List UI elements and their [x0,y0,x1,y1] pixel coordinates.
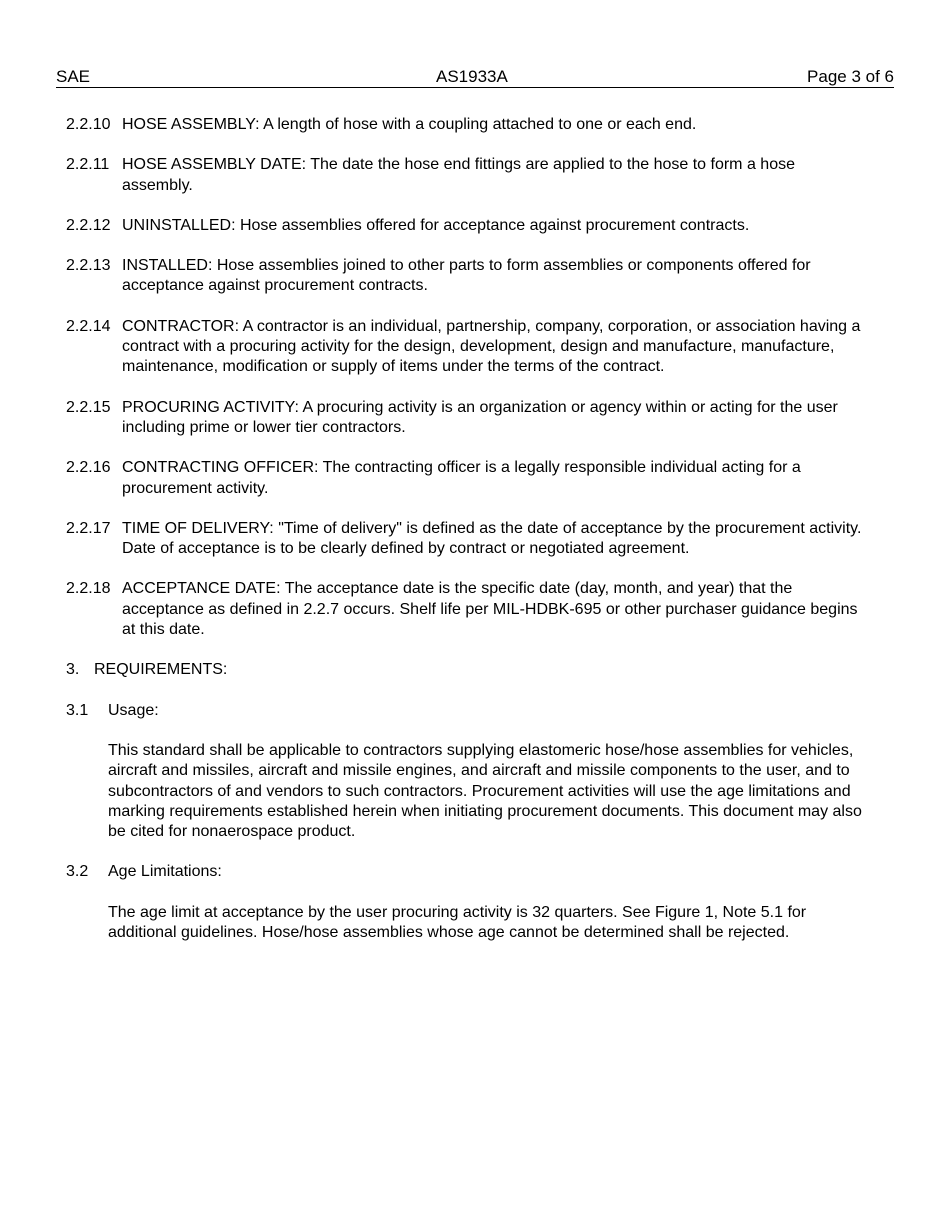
header-page-number: Page 3 of 6 [807,67,894,86]
clause-text: CONTRACTOR: A contractor is an individual, partnership, company, corporation, or association having a contract with a procuring activity for the design, development, design and manufacture, manufacture, maintenance, modification or supply of items under the terms of the contract. [122,317,861,376]
clause-text: HOSE ASSEMBLY: A length of hose with a coupling attached to one or each end. [122,116,697,133]
clause-number: 2.2.16 [66,459,111,477]
section-number: 3.1 [66,701,89,719]
header-doc-number: AS1933A [436,67,508,86]
definition-2-2-16 [66,458,866,499]
clause-number: 2.2.12 [66,216,111,234]
section-title: REQUIREMENTS: [94,661,228,679]
section-title: Age Limitations: [108,863,222,881]
section-3-heading [66,660,866,680]
section-number: 3. [66,661,80,679]
definition-2-2-17 [66,519,866,560]
definition-2-2-10 [66,115,866,135]
definition-2-2-14 [66,317,866,378]
section-3-1-heading [66,701,866,721]
definition-2-2-15 [66,398,866,439]
clause-number: 2.2.15 [66,398,111,416]
clause-text: UNINSTALLED: Hose assemblies offered for acceptance against procurement contracts. [122,216,750,234]
clause-number: 2.2.18 [66,580,111,598]
clause-text: HOSE ASSEMBLY DATE: The date the hose end fittings are applied to the hose to form a hose assembly. [122,156,795,194]
clause-text: CONTRACTING OFFICER: The contracting officer is a legally responsible individual acting for a procurement activity. [122,459,801,497]
definition-2-2-13 [66,256,866,297]
definition-2-2-18 [66,579,866,640]
section-3-1-body: This standard shall be applicable to contractors supplying elastomeric hose/hose assemblies for vehicles, aircraft and missiles, aircraft and missile engines, and aircraft and missile components to the user, and to subcontractors of and vendors to such contractors. Procurement activities will use the age limitations and marking requirements established herein when initiating procurement documents. This document may also be cited for nonaerospace product. [108,741,862,841]
clause-text: PROCURING ACTIVITY: A procuring activity is an organization or agency within or acting for the user including prime or lower tier contractors. [122,398,838,436]
clause-number: 2.2.13 [66,257,111,275]
clause-number: 2.2.11 [66,156,110,174]
section-3-2-heading [66,862,866,882]
section-title: Usage: [108,701,159,719]
document-body [66,115,866,963]
clause-number: 2.2.10 [66,116,111,133]
page-header [56,67,894,88]
definition-2-2-12 [66,216,866,236]
clause-number: 2.2.14 [66,317,111,335]
clause-text: INSTALLED: Hose assemblies joined to other parts to form assemblies or components offered for acceptance against procurement contracts. [122,257,811,295]
clause-number: 2.2.17 [66,519,111,537]
clause-text: ACCEPTANCE DATE: The acceptance date is the specific date (day, month, and year) that the acceptance as defined in 2.2.7 occurs. Shelf life per MIL-HDBK-695 or other purchaser guidance begins at this date. [122,580,858,639]
section-number: 3.2 [66,863,89,881]
section-3-2-body: The age limit at acceptance by the user procuring activity is 32 quarters. See Figure 1, Note 5.1 for additional guidelines. Hose/hose assemblies whose age cannot be determined shall be rejected. [108,903,807,942]
clause-text: TIME OF DELIVERY: "Time of delivery" is defined as the date of acceptance by the procurement activity. Date of acceptance is to be clearly defined by contract or negotiated agreement. [122,519,862,558]
header-org: SAE [56,67,91,86]
definition-2-2-11 [66,155,866,196]
